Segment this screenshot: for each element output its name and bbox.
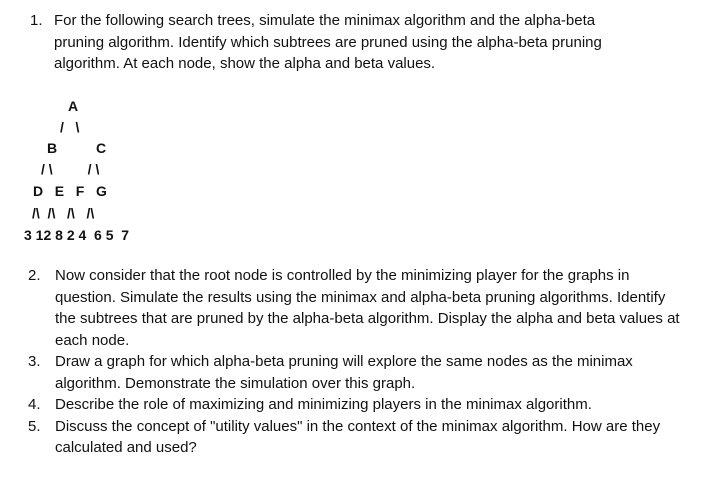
question-1-line: algorithm. At each node, show the alpha and beta values.: [54, 55, 436, 72]
tree-edges-bc: / \ / \: [41, 161, 100, 177]
question-number: 4.: [28, 396, 41, 413]
question-number: 5.: [28, 417, 41, 435]
question-1-text: [30, 10, 670, 75]
question-number: 2.: [28, 267, 41, 284]
question-item: [28, 416, 688, 459]
question-1: [30, 10, 670, 75]
tree-nodes-bc: B C: [47, 140, 107, 156]
question-list: [28, 265, 688, 459]
question-text: Draw a graph for which alpha-beta pruning will explore the same nodes as the minimax algorithm. Demonstrate the simulation over this graph.: [55, 353, 633, 392]
question-item: [28, 351, 688, 394]
question-number: 3.: [28, 353, 41, 370]
tree-edges-leaves: /\ /\ /\ /\: [32, 205, 95, 221]
question-1-line: For the following search trees, simulate the minimax algorithm and the alpha-beta: [54, 12, 596, 29]
question-item: [28, 265, 688, 351]
question-text: Describe the role of maximizing and minimizing players in the minimax algorithm.: [55, 396, 592, 413]
question-1-line: pruning algorithm. Identify which subtrees are pruned using the alpha-beta pruning: [54, 33, 602, 51]
tree-nodes-defg: D E F G: [33, 183, 107, 199]
question-text: Discuss the concept of "utility values" in the context of the minimax algorithm. How are they calculated and used?: [55, 417, 661, 456]
tree-leaf-values: 3 12 8 2 4 6 5 7: [24, 227, 130, 243]
tree-edges-a: / \: [60, 119, 80, 135]
tree-node-a: A: [68, 98, 79, 114]
question-item: [28, 394, 688, 416]
question-1-number: 1.: [30, 12, 43, 29]
question-text: Now consider that the root node is controlled by the minimizing player for the graphs in question. Simulate the results using the minimax and alpha-beta pruning algorithms. Identify the subtrees that are pruned by the alpha-beta algorithm. Display the alpha and beta values at each node.: [55, 267, 680, 349]
